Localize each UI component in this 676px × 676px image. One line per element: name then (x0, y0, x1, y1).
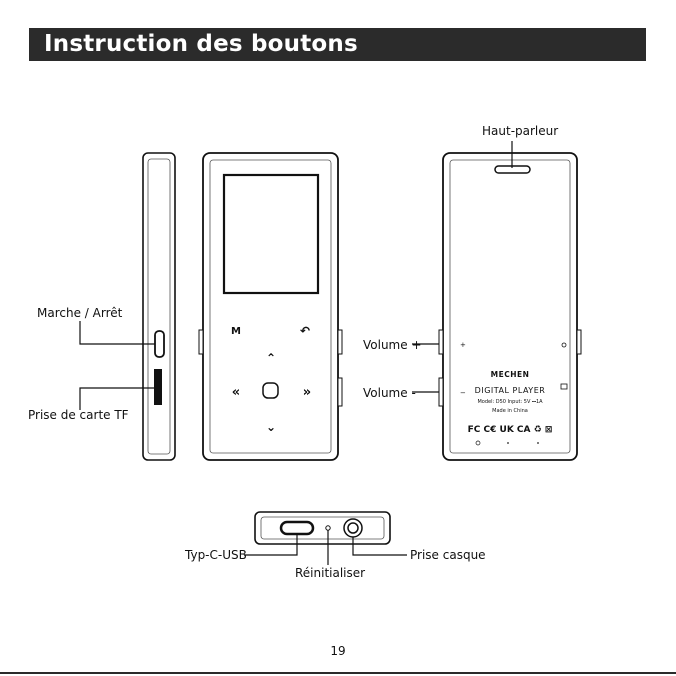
bottom-view (255, 512, 390, 544)
tf-card-slot-icon (154, 369, 162, 405)
side-view (143, 153, 175, 460)
cert-marks: FC C€ UK CA ♻ ⊠ (467, 425, 553, 435)
footer-rule (0, 672, 676, 674)
front-view (199, 153, 342, 460)
tf-slot-label: Prise de carte TF (28, 408, 129, 422)
vol-plus-mark: + (460, 341, 466, 349)
usb-label: Typ-C-USB (185, 548, 247, 562)
next-button[interactable]: » (302, 385, 312, 400)
usb-c-port-icon (281, 522, 313, 534)
page-title: Instruction des boutons (44, 31, 358, 57)
reset-hole-icon (326, 526, 330, 530)
brand-text: MECHEN (490, 370, 530, 379)
product-text: DIGITAL PLAYER (474, 386, 546, 395)
volume-up-label: Volume + (363, 338, 422, 352)
vol-minus-mark: − (460, 389, 466, 397)
volume-down-label: Volume - (363, 386, 416, 400)
speaker-label: Haut-parleur (482, 124, 559, 138)
play-button[interactable] (263, 383, 278, 398)
reset-label: Réinitialiser (295, 566, 366, 580)
up-button[interactable]: ⌃ (265, 351, 277, 365)
origin-text: Made in China (492, 408, 528, 414)
back-view (439, 153, 581, 460)
back-button[interactable]: ↶ (299, 324, 311, 338)
power-button-icon (155, 331, 164, 357)
down-button[interactable]: ⌄ (265, 420, 277, 434)
page-number: 19 (330, 644, 346, 658)
menu-button[interactable]: M (231, 326, 241, 337)
screen (224, 175, 318, 293)
headphone-label: Prise casque (410, 548, 486, 562)
prev-button[interactable]: « (231, 385, 241, 400)
power-label: Marche / Arrêt (37, 306, 123, 320)
model-text: Model: D50 Input: 5V ⎓1A (477, 399, 543, 405)
